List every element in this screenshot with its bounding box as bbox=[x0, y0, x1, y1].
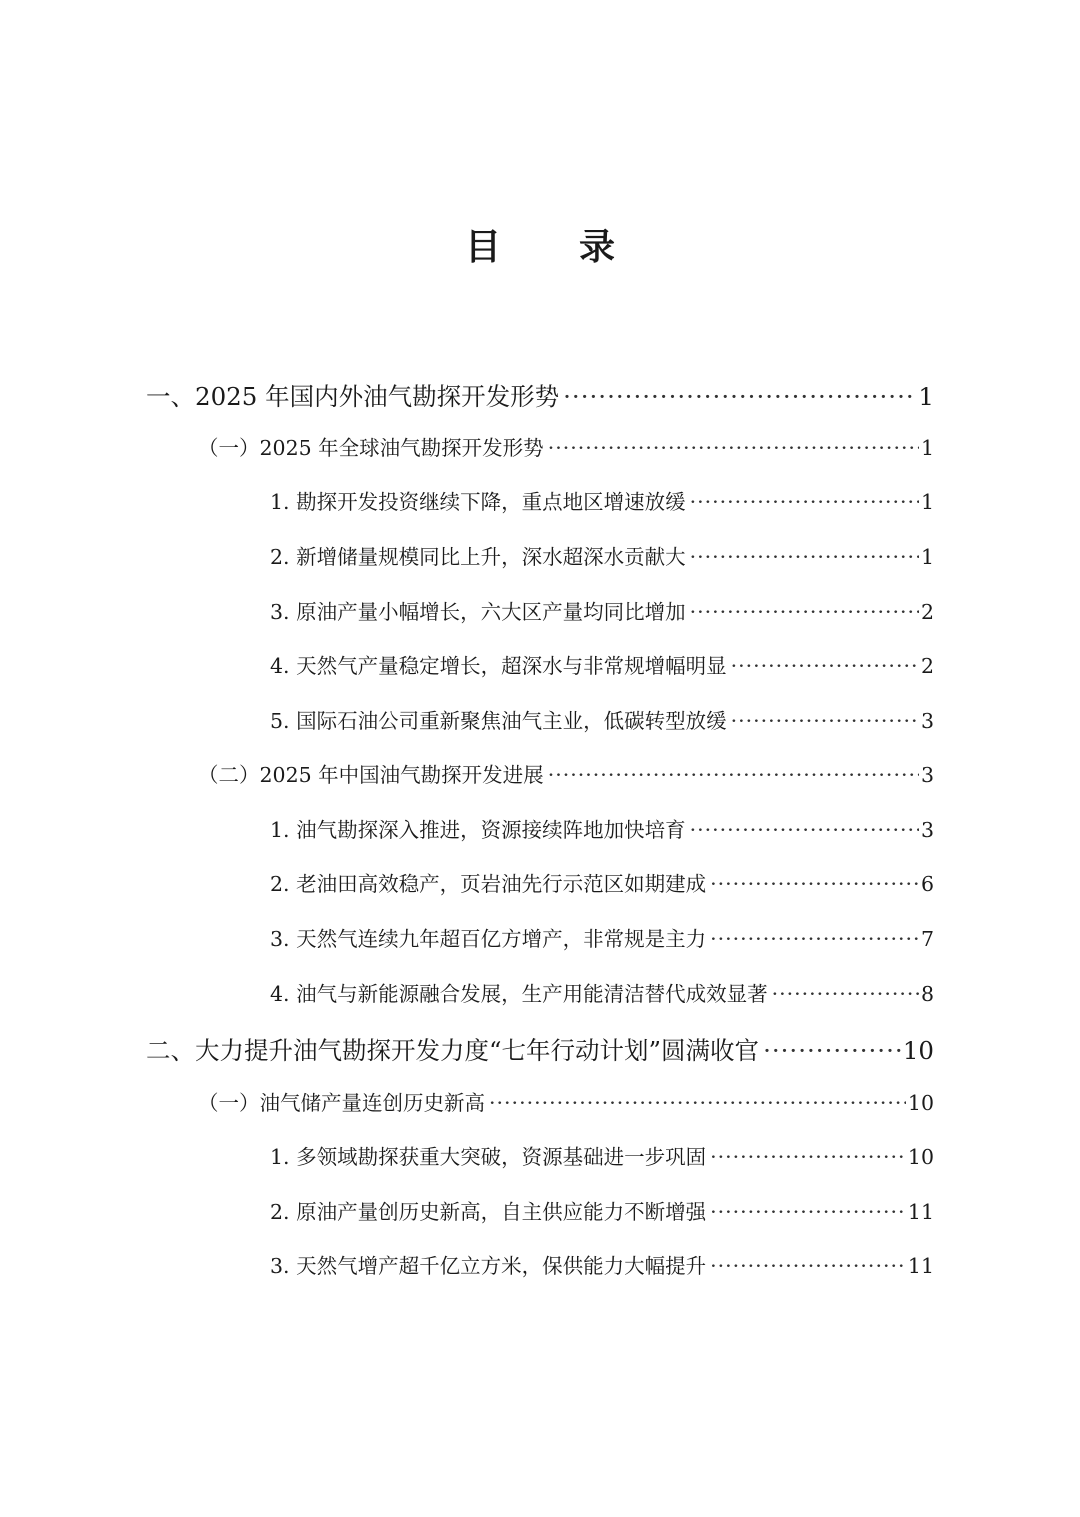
toc-entry-text: 3. 原油产量小幅增长，六大区产量均同比增加 bbox=[270, 600, 686, 624]
toc-entry-text: 一、2025 年国内外油气勘探开发形势 bbox=[146, 382, 560, 411]
toc-entry-text: （一）油气储产量连创历史新高 bbox=[198, 1091, 485, 1115]
toc-entry[interactable] bbox=[270, 924, 934, 954]
toc-entry-text: （一）2025 年全球油气勘探开发形势 bbox=[198, 436, 544, 460]
toc-entry-text: 4. 天然气产量稳定增长，超深水与非常规增幅明显 bbox=[270, 654, 727, 678]
toc-page-number: 1 bbox=[920, 490, 934, 514]
toc-entry[interactable] bbox=[270, 869, 934, 899]
toc-leader-dots bbox=[731, 651, 919, 681]
toc-entry-text: 2. 原油产量创历史新高，自主供应能力不断增强 bbox=[270, 1200, 707, 1224]
toc-page-number: 3 bbox=[920, 709, 934, 733]
toc-leader-dots bbox=[710, 1197, 906, 1227]
toc-entry[interactable] bbox=[270, 706, 934, 736]
toc-entry-text: 二、大力提升油气勘探开发力度“七年行动计划”圆满收官 bbox=[146, 1036, 760, 1065]
toc-entry[interactable] bbox=[270, 651, 934, 681]
toc-page-number: 11 bbox=[907, 1200, 934, 1224]
toc-page-number: 3 bbox=[920, 763, 934, 787]
toc-entry-text: 5. 国际石油公司重新聚焦油气主业，低碳转型放缓 bbox=[270, 709, 727, 733]
toc-entry[interactable] bbox=[270, 815, 934, 845]
toc-entry[interactable] bbox=[270, 1197, 934, 1227]
toc-page-number: 3 bbox=[920, 818, 934, 842]
toc-entry[interactable] bbox=[146, 379, 934, 415]
toc-entry-text: 1. 油气勘探深入推进，资源接续阵地加快培育 bbox=[270, 818, 686, 842]
toc-entry-text: 2. 新增储量规模同比上升，深水超深水贡献大 bbox=[270, 545, 686, 569]
toc-page-number: 1 bbox=[920, 545, 934, 569]
toc-leader-dots bbox=[763, 1033, 901, 1069]
toc-page-number: 10 bbox=[907, 1145, 934, 1169]
toc-entry[interactable] bbox=[198, 1088, 934, 1118]
toc-entry[interactable] bbox=[270, 1251, 934, 1281]
toc-leader-dots bbox=[690, 815, 919, 845]
toc-page-number: 11 bbox=[907, 1254, 934, 1278]
page-title bbox=[0, 222, 1080, 274]
toc-leader-dots bbox=[548, 433, 919, 463]
toc-entry-text: 1. 勘探开发投资继续下降，重点地区增速放缓 bbox=[270, 490, 686, 514]
toc-entry[interactable] bbox=[270, 1142, 934, 1172]
toc-leader-dots bbox=[731, 706, 919, 736]
toc-entry-text: （二）2025 年中国油气勘探开发进展 bbox=[198, 763, 544, 787]
toc-entry[interactable] bbox=[198, 433, 934, 463]
toc-page-number: 1 bbox=[918, 382, 934, 411]
toc-page-number: 8 bbox=[920, 982, 934, 1006]
page-title-char-1: 目 bbox=[464, 227, 501, 268]
toc-page-number: 2 bbox=[920, 600, 934, 624]
toc-entry-text: 4. 油气与新能源融合发展，生产用能清洁替代成效显著 bbox=[270, 982, 768, 1006]
toc-entry-text: 3. 天然气增产超千亿立方米，保供能力大幅提升 bbox=[270, 1254, 707, 1278]
toc-leader-dots bbox=[690, 542, 919, 572]
toc-leader-dots bbox=[710, 1251, 906, 1281]
toc-page-number: 10 bbox=[907, 1091, 934, 1115]
toc-leader-dots bbox=[489, 1088, 906, 1118]
toc-entry-text: 1. 多领域勘探获重大突破，资源基础进一步巩固 bbox=[270, 1145, 707, 1169]
toc-entry[interactable] bbox=[270, 979, 934, 1009]
toc-leader-dots bbox=[690, 487, 919, 517]
toc-page-number: 7 bbox=[920, 927, 934, 951]
toc-page-number: 2 bbox=[920, 654, 934, 678]
page-title-char-2: 录 bbox=[579, 227, 616, 268]
toc-leader-dots bbox=[690, 597, 919, 627]
toc-entry[interactable] bbox=[146, 1033, 934, 1069]
toc-entry[interactable] bbox=[270, 487, 934, 517]
toc-entry-text: 2. 老油田高效稳产，页岩油先行示范区如期建成 bbox=[270, 872, 707, 896]
toc-leader-dots bbox=[548, 760, 919, 790]
toc-entry[interactable] bbox=[270, 542, 934, 572]
toc-page-number: 1 bbox=[920, 436, 934, 460]
toc-leader-dots bbox=[710, 869, 919, 899]
toc-entry[interactable] bbox=[198, 760, 934, 790]
toc-leader-dots bbox=[563, 379, 916, 415]
toc-entry-text: 3. 天然气连续九年超百亿方增产，非常规是主力 bbox=[270, 927, 707, 951]
toc-entry[interactable] bbox=[270, 597, 934, 627]
toc-leader-dots bbox=[710, 924, 919, 954]
toc-leader-dots bbox=[772, 979, 919, 1009]
toc-leader-dots bbox=[710, 1142, 906, 1172]
toc-page-number: 6 bbox=[920, 872, 934, 896]
toc-page-number: 10 bbox=[902, 1036, 934, 1065]
